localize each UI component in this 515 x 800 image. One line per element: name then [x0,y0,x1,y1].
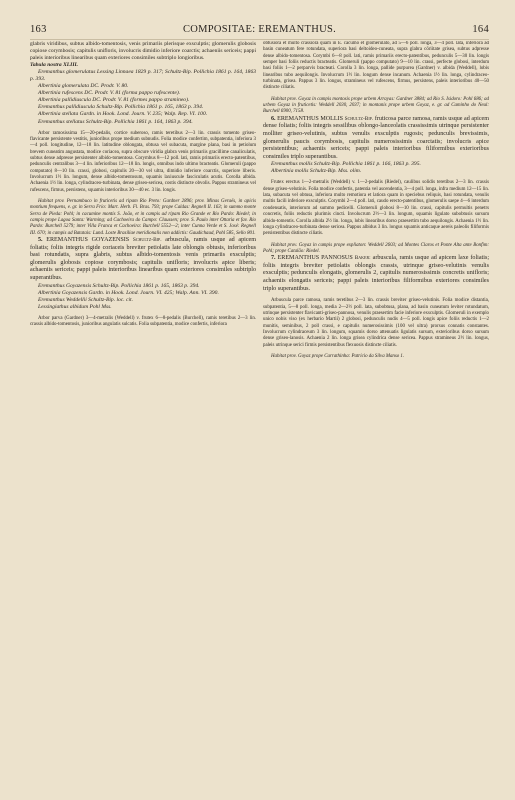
species-author: Baker: [354,255,371,262]
header-rule [30,39,489,40]
synonym: Eremanthus glomerulatus Lessing Linnaea 1829 p. 317; Schultz-Bip. Pollichia 1861 p. 164, 1863 p. 393. [30,69,256,83]
species-name: EREMANTHUS PANNOSUS [277,255,353,262]
species-diagnosis: fruticosa parce ramosa, ramis usque ad apicem dense foliatis; foliis integris sessilibus oblongo-lanceolatis crassissimis utrinque persistenter molliter griseo-velutinis, subtus venulis exsculptis rugosis; pedunculis brevissimis, glomerulis paucis corymbosis, capitulis numerosissimis coarctatis; involucris apice persistentibus; achaeniis sericeis; pappi paleis interioribus filiformibus exterioribus consimiles triplo superantibus. [263,115,489,160]
synonym: Albertinia pallidiuscula DC. Prodr. V. 81 (formes pappo stramineo). [38,97,190,104]
description: Arbor parva (Gardner) 3—4-metralis (Weddell) v. frutex 6—8-pedalis (Burchell), ramis teretibus 2—3 lin. crassis albido-tomentosis, junioribus angulatis sulcatis. Folia subpatentia, modice confertis, inferiora [30,315,256,328]
habitat: Habitat prov. Pernambuco in fruticetis ad ripam Rio Preto: Gardner 2896; prov. Minas Geraës, in apicis montium frequens, e. gr. in Serra Frio: Mart. Herb. Fl. Bras. 793; prope Caldas: Regnell II. 163; in summo monte Serra de Pieda: Pohl; in cacumine montis S. João, et in campis ad ripam Rio Grande et Rio Pardo: Riedel; in campis prope Lagoa Santa: Warming; ad Cachoeira do Campo: Claussen; prov. S. Paulo inter Ottaria et fav. Rio Pardo: Burchell 5279; inter Villa Franca et Cachoeira: Burchell 5552—2; inter Cunna Verde et S. José: Regnell III. 670; in campis ad Batatais: Lund. Loste Brasiliae meridionalis non addictis: Gaudichaud, Pohl 585, Sello 801. [30,199,256,236]
species-heading [263,255,489,293]
synonym: Albertinia Goyazensis Gardn. in Hook. Lond. Journ. VI. 425; Walp. Ann. VI. 390. [38,289,219,296]
right-column [263,41,489,756]
species-diagnosis: arbuscula, ramis usque ad apicem foliatis; foliis integris rigide coriaceis breviter petiolatis late oblongis obtusis, inferioribus basi rotundatis, supra glabris, subtus albido-tomentosis venis primariis exsculptis; glomerulis globosis copiose corymbosis; capitulis uniflоris; involucris apice liberis; achaeniis sericeis; pappi paleis interioribus linearibus quam exteriores consimiles subtriplo superantibus. [30,237,256,282]
species-heading [30,237,256,283]
synonym: Albertinia stellata Gardn. in Hook. Lond. Journ. V. 235; Walp. Rep. VI. 100. [38,111,208,118]
plate-reference: Tabula nostra XLIII. [30,62,79,69]
species-number: 7. [271,255,276,262]
synonym: Albertinia glomerulata DC. Prodr. V. 80. [38,83,129,90]
synonym: Albertinia rufescens DC. Prodr. V. 81 (forma pappo rufescente). [38,90,181,97]
page-number-right: 164 [472,24,489,35]
synonym: Eremanthus pallidiuscula Schultz-Bip. Pollichia 1861 p. 165, 1863 p. 394. [38,104,204,111]
species-number: 6. [271,115,276,122]
synonym: Eremanthus Goyazensis Schultz-Bip. Pollichia 1861 p. 165, 1863 p. 394. [38,282,200,289]
species-diagnosis: arbuscula, ramis usque ad apicem laxe foliatis; foliis integris breviter petiolatis oblongis crassis, utrinque griseo-velutinis venulis exsculptis; pedunculis elongatis, glomerulis 2, capitulis numerosissimis concretis uniflоris; achaeniis elongatis sericeis; pappi paleis interioribus filiformibus exteriores consimiles triplo superantibus. [263,255,489,292]
synonym: Lessingiathus albidum Pohl Mss. [38,303,112,310]
habitat: Habitat prov. Goyaz in campis montosis prope urbem Arrayas: Gardner 3884; ad Rio S. Isidoro: Pohl 686; ad urbem Goyaz in fruticetis: Weddell 2030, 2037; in montanis prope urbem Goyaz, e. gr. ad Caminho do Neul: Burchell 6900, 7158. [263,96,489,115]
synonym: Eremanthus mollis Schultz-Bip. Pollichia 1861 p. 166, 1863 p. 395. [271,161,421,168]
description: Frutex erectus 1—2-metralis (Weddell) v. 1—2-pedalis (Riedel), caulibus solidis teretibus 2—3 lin. crassis dense griseo-velutinis. Folia modice confertis, patentia vel ascendentia, 3—4 poll. longa, infra medium 12—15 lin. lata, subacuta vel obtusa, inferiora multo remotiora et latiora quam in speciebus reliquis, basi rotundata, venulis multis facili inferiore exsculptis. Corymbi 2—4 poll. lati, caudo erecto-patentibus, glomerulis saepe 4—6 interdum condensatis, interiorum ad summo pedicelli. Glomeruli globosi 8—10 lin. crassi, capitulis permultis penetrs concretis, foliis reductis plurimis cincti. Involucrum 2½—3 lin. longum, squamis ligulato subobtusis sursum albido-tomentis. Corolla albida 2½ lin. longa, lobis linearibus dorso praesertim tubo aequilongis. Achaenia 1½ lin. longa cylindraceo-turbinata dense sericea. Pappus albidus 3 lin. longus squamis anticaque aereis paleolis filiformis persistentibus distincte ciliatis. [263,180,489,237]
species-number: 5. [38,237,43,244]
synonym: Eremanthus stellatus Schultz-Bip. Pollichia 1861 p. 164, 1863 p. 394. [38,118,193,125]
habitat: Habitat prov. Goyaz in campis prope expliaton: Weddell 2603; ad Montes Claros et Ponte Alta ante Bonfim: Pohl; prope Catalão: Riedel. [263,242,489,254]
description: Arbuscula parce ramosa, ramis teretibus 2—3 lin. crassis breviter griseo-velutinis. Folia modice distantia, subpatentia, 5—8 poll. longa, media 2—2½ poll. lata, subobtusa, plana, ad basin cuneatum leviter rotundatum, utrinque persistenter flavicanti-griseo-pannosa, venulis praesertim facie inferiore exsculptis. Glomeruli in exemplo unico nobis viso (ex herbario Martii) 2 globosi, pedunculis nudis 4—5 poll. longis apice foliis reductis 1—2 munitis, seminibus, 2 poll crassi, e capitulis numerosissimis (100 vel ultra) prorsus connatis constantes. Involucrum cylindraceum 3 lin. longum, squamis dorso attenuatis ligulatis sursum, exterioribus dorso sursum dense griseo-lanosis. Achaenia 2 lin. longa grisea cylindrica dense sericea. Pappus stramineus 2½ lin. longus, paleis utrinque serici firmis persistentibus flexuosis distincte ciliatis. [263,298,489,348]
left-column [30,41,256,756]
habitat: Habitat prov. Goyaz prope Carrathinha: Patricio da Silva Manso 1. [271,353,405,359]
synonym: Eremanthus Weddellii Schultz-Bip. loc. cit. [38,296,133,303]
species-author: Schultz-Bip. [344,115,374,122]
page-header [30,24,489,38]
species-author: Schultz-Bip. [132,237,162,244]
species-heading [263,116,489,162]
description-continued: obtusiora et multo crassiora quam in E. cacumo et glomerulato, ad 5—6 poll. longa, 3—4 poll. lata, inferiora ad basin cuneatum fere rotundata, superiora basi deltoideo-cuneata, supra glabra cōriitate grisea, subtus adpresse dense albido-tomentosa. Corymbi 6—8 poll. lati, ramis primariis erecto-patentibus, pedunculis 5—30 lin. longis semper basi foliis reductis bracteatis. Glomeruli (pappo computato) 9—10 lin. crassi, perfecte globosi, interdum basi foliis 1—2 perparvis bracteati. Corolla 3 lin. longa, pallide purpurea (Gardner) v. albida (Weddell), lobis linearibus tubo aequilongis. Involucrum 1½ lin. longum dense incanum. Achaenia 1½ lin. longa, cylindraceo-turbinata, grisea. Pappus 3 lin. longus, stramineus vel rufescens, firmus, persistens, paleis interioribus 40—50 distincte ciliatis. [263,41,489,91]
description: Arbor ramosissima 15—20-pedalis, cortice suberoso, ramis teretibus 2—3 lin. crassis tomento griseo-flavicante persistente vestitis, junioribus prope medium subnudis. Folia modice confertim, subpatentia, inferiora 3—4 poll. longitudine, 12—18 lin. latitudine oblongata, obtusa vel subacuta, margine plana, basi in petiolum brevem cuneatim angustata, modice coriacea, supra obscure viridia glabra venis primariis gracillime canaliculatis, subtus dense adpresse persistenter albido-tomentosa. Corymbus 8—12 poll. lati, ramis primariis erecto-patentibus, pedunculis centralibus 3—4 lin. inferioribus 12—18 lin. longis, omnibus indo ultimo bracteatis. Glomeruli (pappo computato) 8—10 lin. crassi, globosi, capitulis 20—30 vel ultra, dimidio inferiore coarctis, superiore liberis. Involucrum 1½ lin. longum, dense albido-tomentosum, squamis laxiuscule fasciculatis acutis. Corolla albida. Achaenia 1½ lin. longa, cylindraceo-turbinata, dense griseo-sericea, costis distincte obvolis. Pappus stramineus vel rufescens, firmus, persistens, squamis interioribus 30—40 ec. 3 lin. longis. [30,130,256,193]
paragraph-intro: glabris viridibus, subtus albido-tomentosis, venis primariis plerisque exsculptis; glomerulis globosis copiose corymbosis; capitulis uniflоris, involucris dimidio inferiore coarctis; achaeniis sericeis; pappi paleis interioribus linearibus quam exteriores consimiles subtriplo longioribus. [30,41,256,62]
species-name: EREMANTHUS GOYAZENSIS [46,237,130,244]
synonym: Albertinia mollis Schultz-Bip. Mss. olim. [271,168,362,175]
species-name: EREMANTHUS MOLLIS [277,115,344,122]
page-number-left: 163 [30,24,47,35]
running-title: COMPOSITAE: EREMANTHUS. [182,24,337,35]
